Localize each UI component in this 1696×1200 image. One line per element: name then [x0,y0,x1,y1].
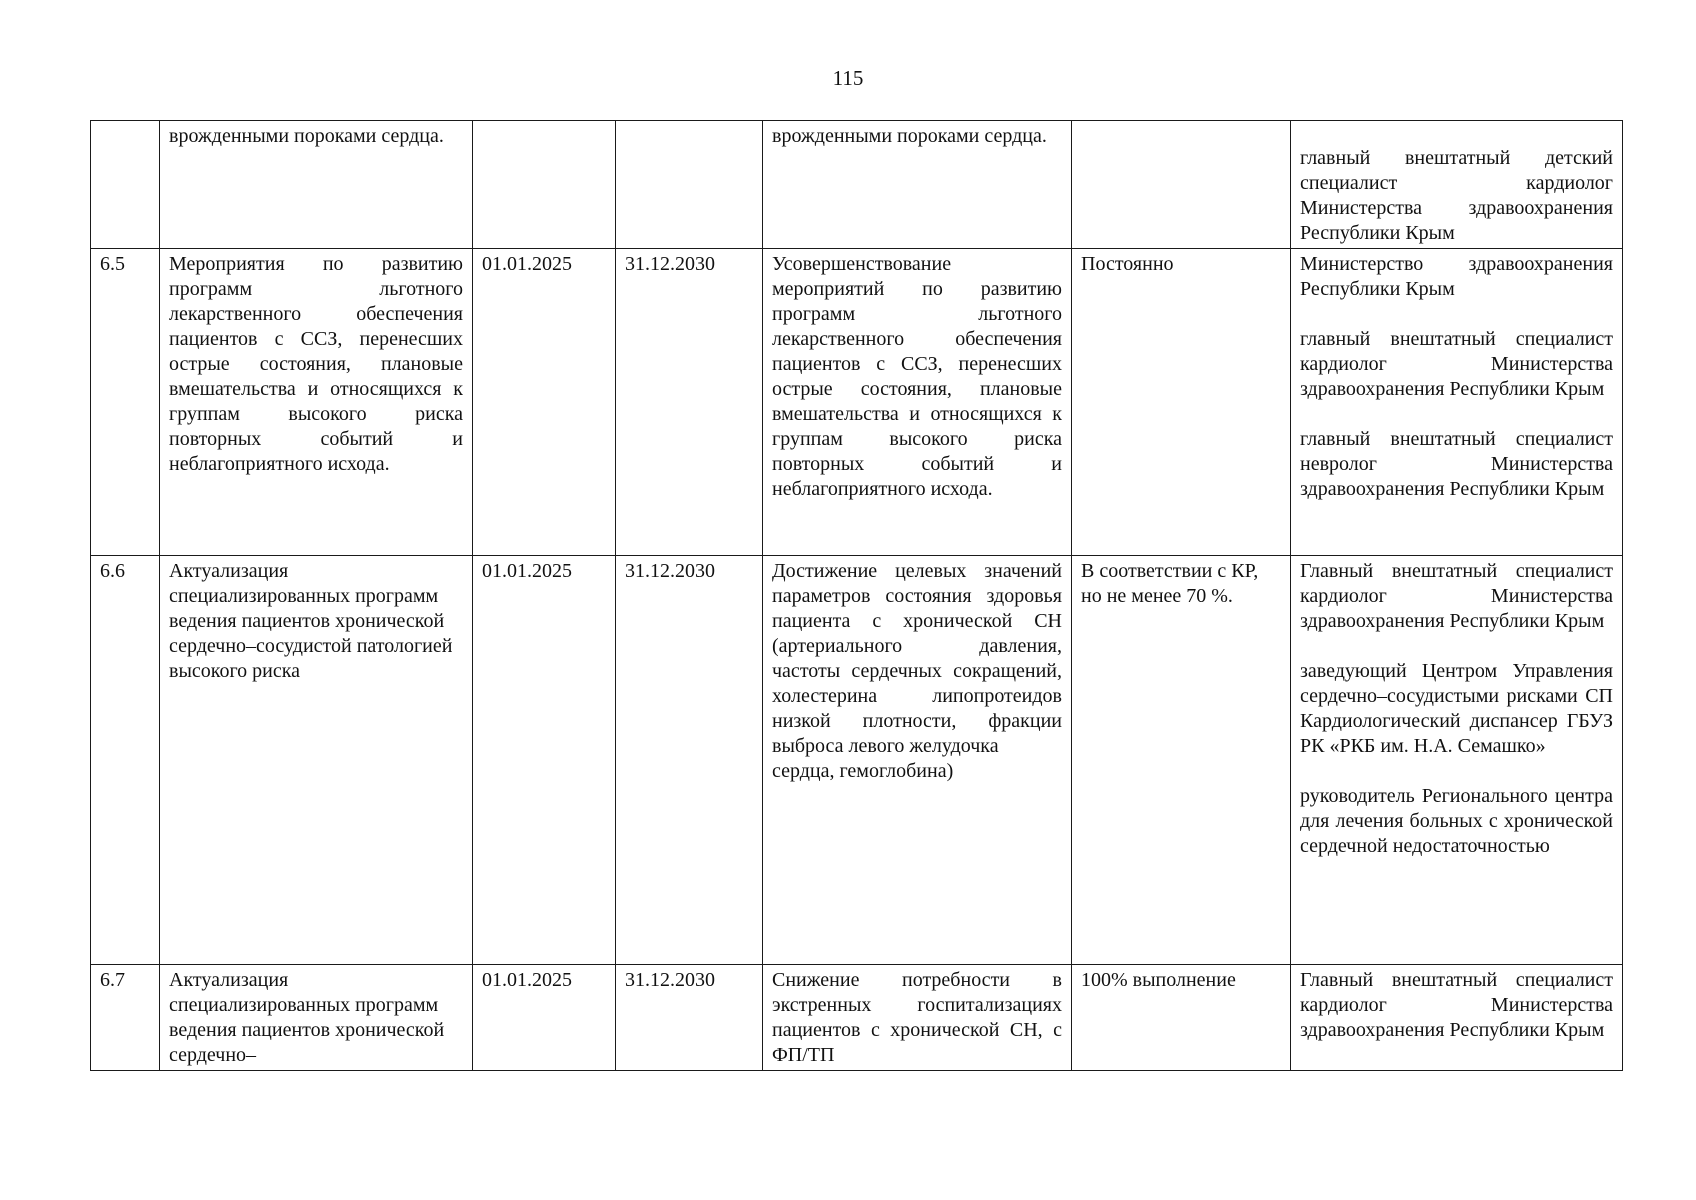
cell-indicator [1072,121,1291,249]
cell-result: Снижение потребности в экстренных госпитализациях пациентов с хронической СН, с ФП/ТП [763,965,1072,1071]
cell-activity: Мероприятия по развитию программ льготного лекарственного обеспечения пациентов с ССЗ, перенесших острые состояния, плановые вмешательства и относящихся к группам высокого риска повторных событий и неблагоприятного исхода. [160,249,473,556]
cell-indicator: В соответствии с КР, но не менее 70 %. [1072,556,1291,965]
plan-table [90,120,1623,1071]
cell-responsible [1291,965,1623,1071]
cell-activity: Актуализация специализированных программ ведения пациентов хронической сердечно– [160,965,473,1071]
cell-end-date: 31.12.2030 [616,249,763,556]
cell-start-date [473,121,616,249]
cell-responsible [1291,249,1623,556]
responsible-entry: Министерство здравоохранения Республики Крым [1300,253,1613,300]
cell-result: врожденными пороками сердца. [763,121,1072,249]
cell-start-date: 01.01.2025 [473,249,616,556]
cell-num: 6.6 [91,556,160,965]
cell-responsible [1291,556,1623,965]
table-row [91,556,1623,965]
cell-result [763,556,1072,965]
table-row [91,121,1623,249]
responsible-entry: главный внештатный специалист кардиолог Министерства здравоохранения Республики Крым [1300,328,1613,400]
cell-end-date: 31.12.2030 [616,965,763,1071]
responsible-entry: руководитель Регионального центра для лечения больных с хронической сердечной недостаточностью [1300,785,1613,857]
cell-end-date [616,121,763,249]
result-text-tail: сердца, гемоглобина) [772,760,954,782]
cell-num: 6.7 [91,965,160,1071]
table-row [91,249,1623,556]
cell-start-date: 01.01.2025 [473,965,616,1071]
cell-responsible [1291,121,1623,249]
responsible-entry: главный внештатный детский специалист кардиолог Министерства здравоохранения Республики Крым [1300,147,1613,244]
cell-activity: врожденными пороками сердца. [160,121,473,249]
cell-num [91,121,160,249]
cell-result: Усовершенствование мероприятий по развитию программ льготного лекарственного обеспечения пациентов с ССЗ, перенесших острые состояния, плановые вмешательства и относящихся к группам высокого риска повторных событий и неблагоприятного исхода. [763,249,1072,556]
cell-activity: Актуализация специализированных программ ведения пациентов хронической сердечно–сосудистой патологией высокого риска [160,556,473,965]
responsible-entry: главный внештатный специалист невролог Министерства здравоохранения Республики Крым [1300,428,1613,500]
responsible-entry: заведующий Центром Управления сердечно–сосудистыми рисками СП Кардиологический диспансер ГБУЗ РК «РКБ им. Н.А. Семашко» [1300,660,1613,757]
cell-end-date: 31.12.2030 [616,556,763,965]
table-row [91,965,1623,1071]
responsible-entry: Главный внештатный специалист кардиолог Министерства здравоохранения Республики Крым [1300,560,1613,632]
page-number: 115 [832,66,864,90]
cell-indicator: 100% выполнение [1072,965,1291,1071]
cell-num: 6.5 [91,249,160,556]
cell-start-date: 01.01.2025 [473,556,616,965]
result-text: Достижение целевых значений параметров состояния здоровья пациента с хронической СН (артериального давления, частоты сердечных сокращений, холестерина липопротеидов низкой плотности, фракции выброса левого желудочка [772,560,1062,757]
responsible-entry: Главный внештатный специалист кардиолог Министерства здравоохранения Республики Крым [1300,969,1613,1041]
cell-indicator: Постоянно [1072,249,1291,556]
